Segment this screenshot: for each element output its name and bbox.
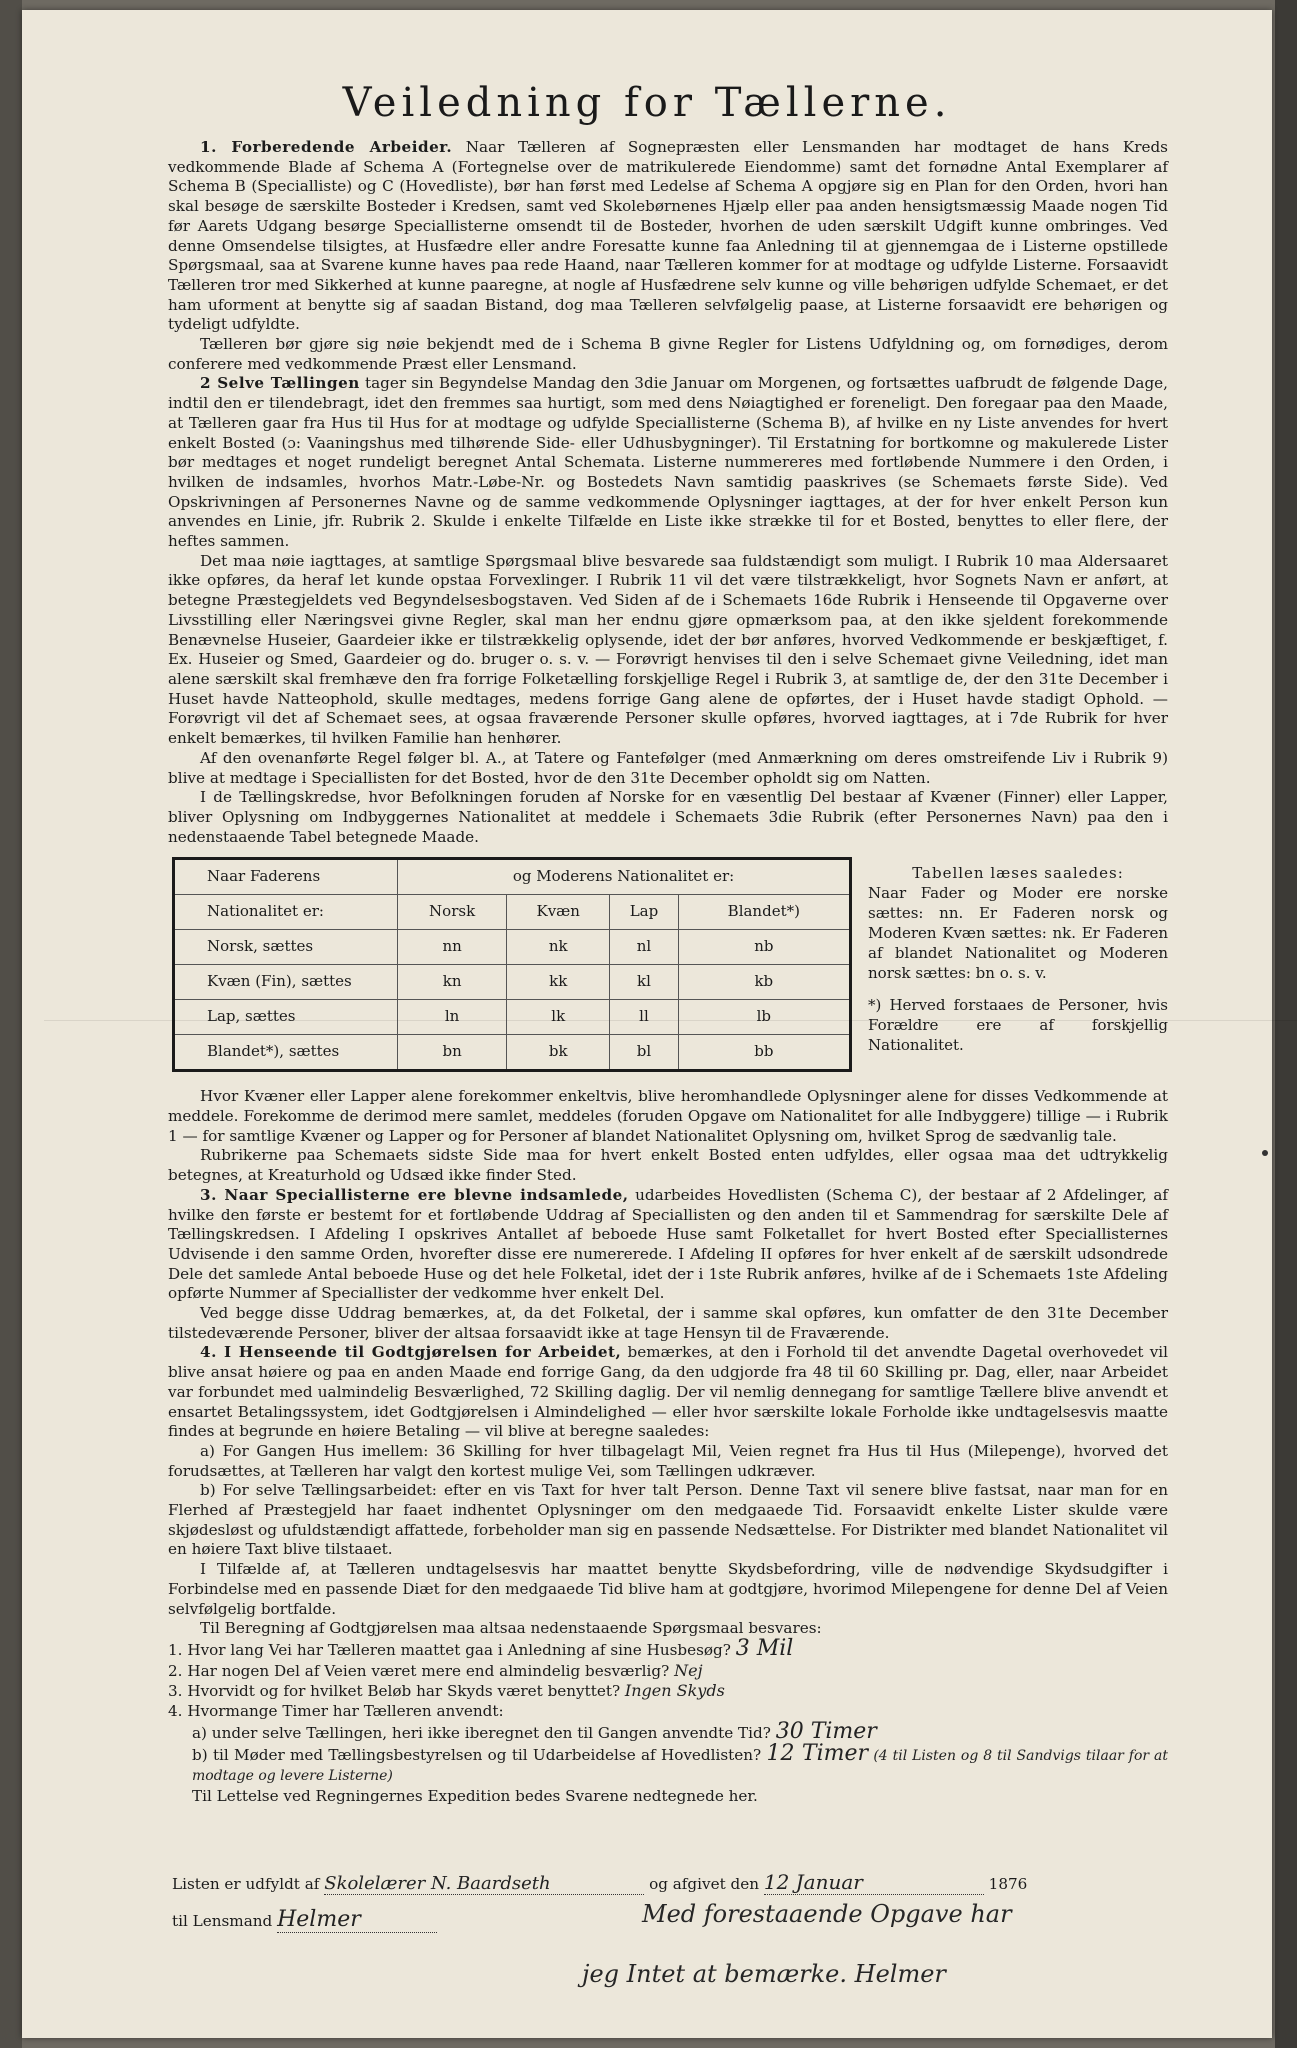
year: 1876 [988, 1875, 1028, 1893]
question-4a [168, 1718, 1168, 1744]
table-cell: nk [507, 930, 610, 965]
section-2-label: 2 Selve Tællingen [200, 374, 360, 393]
section-4-item-b: b) For selve Tællingsarbeidet: efter en vis Taxt for hver talt Person. Denne Taxt vil senere blive fastsat, naar man for en Flerhed af Præstegjeld har faaet indhentet Oplysninger om den medgaaede Tid. Forsaavidt enkelte Lister skulde være skjødesløst og ufuldstændigt affattede, forbeholder man sig en passende Nedsættelse. For Distrikter med blandet Nationalitet vil en høiere Taxt blive tilstaaet. [168, 1481, 1168, 1559]
section-1-text: Naar Tælleren af Sognepræsten eller Lensmanden har modtaget de hans Kreds vedkommende Blade af Schema A (Fortegnelse over de matrikulerede Eiendomme) samt det fornødne Antal Exemplarer af Schema B (Specialliste) og C (Hovedliste), bør han først med Ledelse af Schema A opgjøre sig en Plan for den Orden, hvori han skal besøge de særskilte Bosteder i Kredsen, samt ved Skolebørnenes Hjælp eller paa anden hensigtsmæssig Maade nogen Tid før Aarets Udgang besørge Speciallisterne omsendt til de Bosteder, hvorhen de uden særskilt Udgift kunne ombringes. Ved denne Omsendelse tilsigtes, at Husfædre eller andre Foresatte kunne faa Anledning til at gjennemgaa de i Listerne opstillede Spørgsmaal, saa at Svarene kunne haves paa rede Haand, naar Tælleren kommer for at modtage og udfylde Listerne. Forsaavidt Tælleren tror med Sikkerhed at kunne paaregne, at nogle af Husfædrene selv kunne og ville behørigen udfylde Schemaet, er det ham uforment at benytte sig af saadan Bistand, dog maa Tælleren selvfølgelig paase, at Listerne forsaavidt ere behørigen og tydeligt udfyldte. [168, 138, 1168, 334]
table-explanation [868, 863, 1168, 1055]
section-2-para5: Hvor Kvæner eller Lapper alene forekommer enkeltvis, blive heromhandlede Oplysninger alene for disses Vedkommende at meddele. Forekomme de derimod mere samlet, meddeles (foruden Opgave om Nationalitet for alle Indbyggere) tillige — i Rubrik 1 — for samtlige Kvæner og Lapper og for Personer af blandet Nationalitet Oplysning om, hvilket Sprog de sædvanlig tale. [168, 1087, 1168, 1145]
table-col-header: Kvæn [507, 895, 610, 930]
answer-2: Nej [674, 1660, 703, 1680]
section-4-item-a: a) For Gangen Hus imellem: 36 Skilling for hver tilbagelagt Mil, Veien regnet fra Hus til Hus (Milepenge), hvorved det forudsættes, at Tælleren har valgt den kortest mulige Vei, som Tællingen udkræver. [168, 1441, 1168, 1480]
table-row [174, 1000, 851, 1035]
table-cell: ll [610, 1000, 678, 1035]
lensmand-label: til Lensmand [172, 1912, 273, 1930]
question-1 [168, 1636, 1168, 1661]
question-3 [168, 1681, 1168, 1702]
section-1-para2: Tælleren bør gjøre sig nøie bekjendt med de i Schema B givne Regler for Listens Udfyldning og, om fornødiges, derom conferere med vedkommende Præst eller Lensmand. [168, 335, 1168, 373]
ink-dot [1262, 1150, 1268, 1156]
afgivet-label: og afgivet den [649, 1875, 760, 1893]
question-4b [168, 1740, 1168, 1787]
question-3-text: 3. Hvorvidt og for hvilket Beløb har Skyds været benyttet? [168, 1682, 621, 1701]
question-4: 4. Hvormange Timer har Tælleren anvendt: [168, 1702, 504, 1721]
answer-3: Ingen Skyds [624, 1681, 725, 1701]
section-3-para2: Ved begge disse Uddrag bemærkes, at, da det Folketal, der i samme skal opføres, kun omfatter de den 31te December tilstedeværende Personer, bliver der altsaa forsaavidt ikke at tage Hensyn til de Fraværende. [168, 1304, 1168, 1342]
answer-4a: 30 Timer [775, 1718, 877, 1744]
table-cell: bb [678, 1035, 850, 1071]
question-2 [168, 1661, 1168, 1682]
handwritten-note-line-2: jeg Intet at bemærke. Helmer [582, 1960, 946, 1988]
table-cell: ln [398, 1000, 507, 1035]
scan-right-edge [1275, 0, 1297, 2048]
table-explanation-heading: Tabellen læses saaledes: [912, 864, 1124, 883]
table-cell: nn [398, 930, 507, 965]
table-row [174, 965, 851, 1000]
table-row-label: Norsk, sættes [174, 930, 398, 965]
section-4-text: bemærkes, at den i Forhold til det anvendte Dagetal overhovedet vil blive ansat høiere og paa en anden Maade end forrige Gang, da den udgjorde fra 48 til 60 Skilling pr. Dag, eller, naar Arbeidet var forbundet med ualmindelig Besværlighed, 72 Skilling daglig. Der vil nemlig dennegang for samtlige Tællere blive anvendt et ensartet Betalingssystem, idet Godtgjørelsen i Almindelighed — eller hvor særskilte lokale Forholde ikke undtagelsesvis maatte findes at begrunde en høiere Betaling — vil blive at beregne saaledes: [168, 1343, 1168, 1441]
table-header-father-2: Nationalitet er: [174, 895, 398, 930]
footer-line-1 [172, 1870, 1172, 1895]
table-row [174, 1035, 851, 1071]
table-row-label: Lap, sættes [174, 1000, 398, 1035]
answer-1: 3 Mil [735, 1636, 794, 1661]
question-list [168, 1636, 1168, 1807]
table-header-mother: og Moderens Nationalitet er: [398, 859, 851, 895]
table-cell: lb [678, 1000, 850, 1035]
section-2 [168, 374, 1168, 551]
section-4-label: 4. I Henseende til Godtgjørelsen for Arbeidet, [200, 1343, 622, 1362]
document-page [22, 10, 1272, 2038]
section-1-label: 1. Forberedende Arbeider. [200, 138, 453, 156]
nationality-table-block [168, 857, 1168, 1079]
question-1-text: 1. Hvor lang Vei har Tælleren maattet gaa i Anledning af sine Husbesøg? [168, 1641, 731, 1659]
listen-label: Listen er udfyldt af [172, 1875, 320, 1893]
table-cell: nl [610, 930, 678, 965]
section-3 [168, 1186, 1168, 1304]
closing-line: Til Lettelse ved Regningernes Expedition bedes Svarene nedtegnede her. [192, 1786, 758, 1805]
section-1 [168, 138, 1168, 335]
section-4 [168, 1343, 1168, 1442]
table-cell: kb [678, 965, 850, 1000]
nationality-table [172, 857, 852, 1072]
table-col-header: Blandet*) [678, 895, 850, 930]
section-4-para3: Til Beregning af Godtgjørelsen maa altsaa nedenstaaende Spørgsmaal besvares: [200, 1619, 822, 1638]
section-2-para4: I de Tællingskredse, hvor Befolkningen foruden af Norske for en væsentlig Del bestaar af Kvæner (Finner) eller Lapper, bliver Oplysning om Indbyggernes Nationalitet at meddele i Schemaets 3die Rubrik (efter Personernes Navn) paa den i nedenstaaende Tabel betegnede Maade. [168, 788, 1168, 846]
table-cell: bk [507, 1035, 610, 1071]
table-col-header: Lap [610, 895, 678, 930]
answer-4b-note: (4 til Listen og 8 til Sandvigs tilaar for at modtage og levere Listerne) [192, 1747, 1168, 1785]
section-2-para2: Det maa nøie iagttages, at samtlige Spørgsmaal blive besvarede saa fuldstændigt som muligt. I Rubrik 10 maa Aldersaaret ikke opføres, da heraf let kunde opstaa Forvexlinger. I Rubrik 11 vil det være tilstrækkeligt, hvor Sognets Navn er anført, at betegne Præstegjeldets ved Begyndelsesbogstaven. Ved Siden af de i Schemaets 16de Rubrik i Henseende til Opgaverne over Livsstilling eller Næringsvei givne Regler, skal man her endnu gjøre opmærksom paa, at den ikke sjeldent forekommende Benævnelse Huseier, Gaardeier ikke er tilstrækkelig oplysende, idet der bør anføres, hvorved Vedkommende er beskjæftiget, f. Ex. Huseier og Smed, Gaardeier og do. bruger o. s. v. — Forøvrigt henvises til den i selve Schemaet givne Veiledning, idet man alene særskilt skal fremhæve den fra forrige Folketælling forskjellige Regel i Rubrik 3, at samtlige de, der den 31te December i Huset havde Natteophold, skulle medtages, medens forrige Gang alene de opførtes, der i Huset havde stadigt Ophold. — Forøvrigt vil det af Schemaet sees, at ogsaa fraværende Personer skulle opføres, hvorved iagttages, at i 7de Rubrik for hver enkelt bemærkes, til hvilken Familie han henhører. [168, 551, 1168, 748]
table-col-header: Norsk [398, 895, 507, 930]
section-2-text: tager sin Begyndelse Mandag den 3die Januar om Morgenen, og fortsættes uafbrudt de følgende Dage, indtil den er tilendebragt, idet den fremmes saa hurtigt, som med dens Nøiagtighed er foreneligt. Den foregaar paa den Maade, at Tælleren gaar fra Hus til Hus for at modtage og udfylde Speciallisterne (Schema B), af hvilke en ny Liste anvendes for hvert enkelt Bosted (ɔ: Vaaningshus med tilhørende Side- eller Udhusbygninger). Til Erstatning for bortkomne og makulerede Lister bør medtages et noget rundeligt beregnet Antal Schemata. Listerne nummereres med fortløbende Nummere i den Orden, i hvilken de indsamles, hvorhos Matr.-Løbe-Nr. og Bostedets Navn samtidig paaskrives (se Schemaets første Side). Ved Opskrivningen af Personernes Navne og de samme vedkommende Oplysninger iagttages, at der for hver enkelt Person kun anvendes en Linie, jfr. Rubrik 2. Skulde i enkelte Tilfælde en Liste ikke strække til for et Bosted, benyttes to eller flere, der heftes sammen. [168, 374, 1169, 551]
section-2-para3: Af den ovenanførte Regel følger bl. A., at Tatere og Fantefølger (med Anmærkning om deres omstreifende Liv i Rubrik 9) blive at medtage i Speciallisten for det Bosted, hvor de den 31te December opholdt sig om Natten. [168, 748, 1168, 787]
table-cell: kn [398, 965, 507, 1000]
table-cell: kk [507, 965, 610, 1000]
instructions-body [168, 138, 1168, 1807]
afgivet-value: 12 Januar [764, 1870, 984, 1895]
listen-value: Skolelærer N. Baardseth [324, 1873, 644, 1895]
table-cell: lk [507, 1000, 610, 1035]
table-cell: kl [610, 965, 678, 1000]
question-4a-text: a) under selve Tællingen, heri ikke iberegnet den til Gangen anvendte Tid? [192, 1723, 771, 1742]
question-4b-text: b) til Møder med Tællingsbestyrelsen og til Udarbeidelse af Hovedlisten? [192, 1745, 762, 1764]
table-header-father: Naar Faderens [174, 859, 398, 895]
table-row [174, 930, 851, 965]
section-3-text: udarbeides Hovedlisten (Schema C), der bestaar af 2 Afdelinger, af hvilke den første er bestemt for et fortløbende Uddrag af Speciallisten og den anden til et Sammendrag for særskilte Dele af Tællingskredsen. I Afdeling I opskrives Antallet af beboede Huse samt Folketallet for hvert Bosted efter Speciallisternes Udvisende i den samme Orden, hvorefter disse ere numererede. I Afdeling II opføres for hver enkelt af de særskilt udsondrede Dele det samlede Antal beboede Huse og det hele Folketal, idet der i 1ste Rubrik anføres, hvilke af de i Schemaets 1ste Afdeling opførte Nummer af Speciallister der vedkomme hver enkelt Del. [168, 1185, 1169, 1303]
section-2-para6: Rubrikerne paa Schemaets sidste Side maa for hvert enkelt Bosted enten udfyldes, eller ogsaa maa det udtrykkelig betegnes, at Kreaturhold og Udsæd ikke finder Sted. [168, 1146, 1168, 1185]
scan-left-edge [0, 0, 22, 2048]
table-cell: bn [398, 1035, 507, 1071]
section-3-label: 3. Naar Speciallisterne ere blevne indsamlede, [200, 1185, 629, 1204]
answer-4b: 12 Timer [766, 1740, 869, 1766]
question-2-text: 2. Har nogen Del af Veien været mere end almindelig besværlig? [168, 1661, 670, 1680]
handwritten-note-line-1: Med forestaaende Opgave har [642, 1900, 1012, 1928]
table-footnote: *) Herved forstaaes de Personer, hvis Forældre ere af forskjellig Nationalitet. [868, 996, 1168, 1055]
table-cell: bl [610, 1035, 678, 1071]
lensmand-value: Helmer [277, 1907, 437, 1933]
table-row-label: Blandet*), sættes [174, 1035, 398, 1071]
section-4-para2: I Tilfælde af, at Tælleren undtagelsesvis har maattet benytte Skydsbefordring, ville de nødvendige Skydsudgifter i Forbindelse med en passende Diæt for den medgaaede Tid blive ham at godtgjøre, hvorimod Milepengene for denne Del af Veien selvfølgelig bortfalde. [168, 1560, 1168, 1618]
table-row-label: Kvæn (Fin), sættes [174, 965, 398, 1000]
page-title: Veiledning for Tællerne. [342, 80, 952, 126]
table-explanation-text: Naar Fader og Moder ere norske sættes: nn. Er Faderen norsk og Moderen Kvæn sættes: nk. Er Faderen af blandet Nationalitet og Moderen norsk sættes: bn o. s. v. [868, 884, 1168, 983]
table-cell: nb [678, 930, 850, 965]
